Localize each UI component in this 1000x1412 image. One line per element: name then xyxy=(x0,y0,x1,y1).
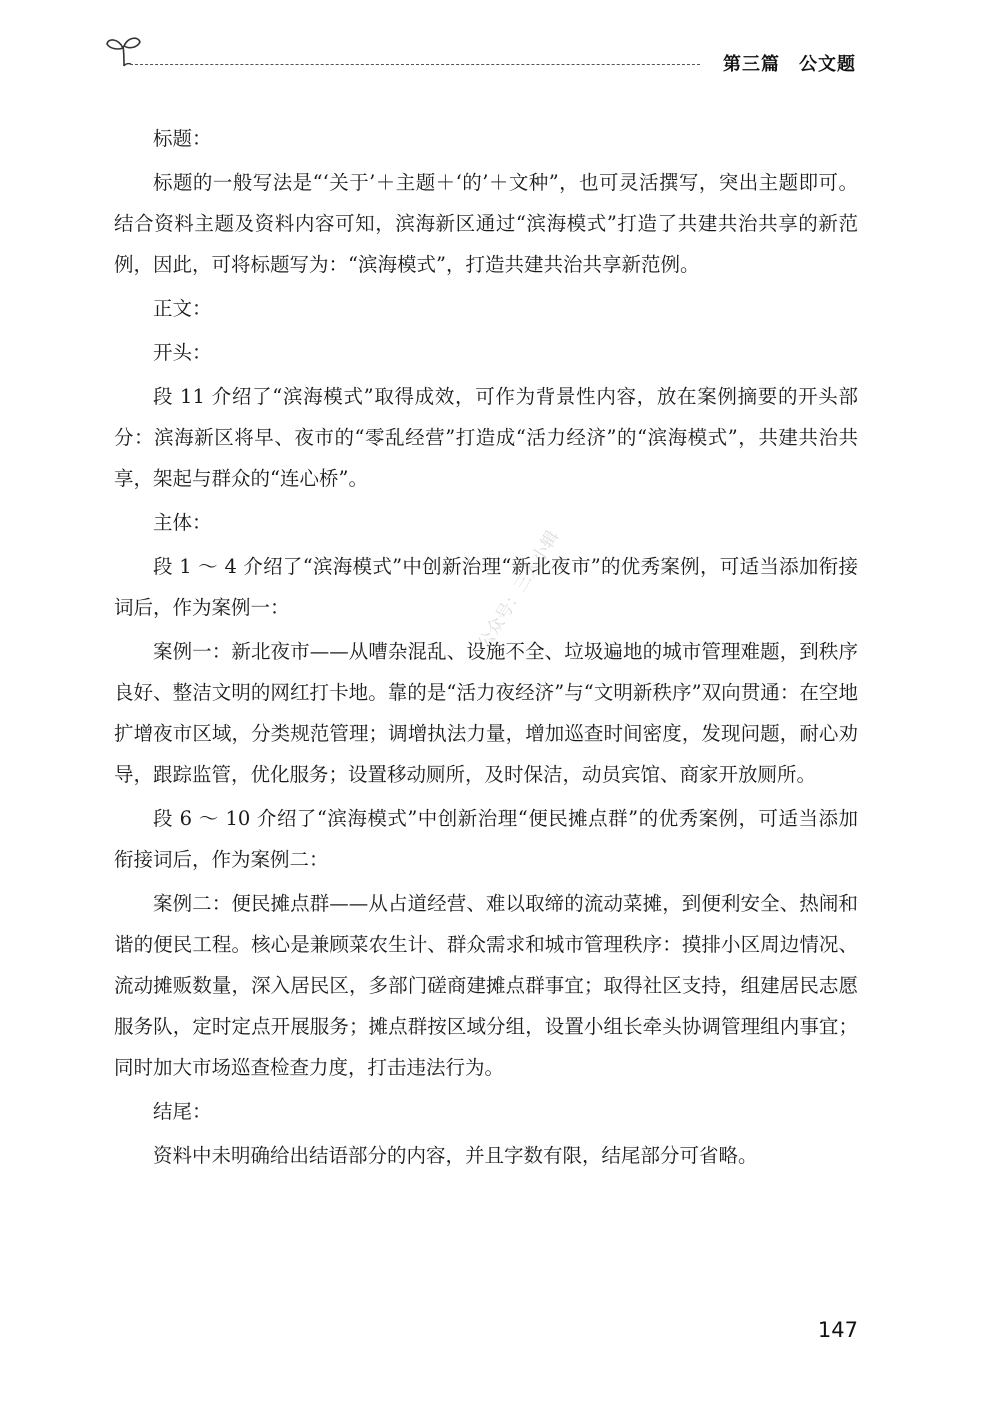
paragraph-case-two: 案例二：便民摊点群——从占道经营、难以取缔的流动菜摊，到便利安全、热闹和谐的便民工程。核心是兼顾菜农生计、群众需求和城市管理秩序：摸排小区周边情况、流动摊贩数量，深入居民区，多部门磋商建摊点群事宜；取得社区支持，组建居民志愿服务队，定时定点开展服务；摊点群按区域分组，设置小组长牵头协调管理组内事宜；同时加大市场巡查检查力度，打击违法行为。 xyxy=(114,892,858,1079)
paragraph-case-one: 案例一：新北夜市——从嘈杂混乱、设施不全、垃圾遍地的城市管理难题，到秩序良好、整洁文明的网红打卡地。靠的是“活力夜经济”与“文明新秩序”双向贯通：在空地扩增夜市区域，分类规范管理；调增执法力量，增加巡查时间密度，发现问题，耐心劝导，跟踪监管，优化服务；设置移动厕所，及时保洁，动员宾馆、商家开放厕所。 xyxy=(114,640,858,786)
sprout-icon xyxy=(104,34,144,68)
paragraph-title-method: 标题的一般写法是“‘关于’＋主题＋‘的’＋文种”，也可灵活撰写，突出主题即可。结合资料主题及资料内容可知，滨海新区通过“滨海模式”打造了共建共治共享的新范例，因此，可将标题写为：“滨海模式”，打造共建共治共享新范例。 xyxy=(114,171,858,276)
heading-main-label: 主体： xyxy=(153,511,212,534)
document-body xyxy=(114,118,858,1179)
header-divider xyxy=(130,64,700,65)
heading-opening-label: 开头： xyxy=(153,341,212,364)
heading-body-label: 正文： xyxy=(153,297,212,320)
heading-ending-label: 结尾： xyxy=(153,1100,212,1123)
paragraph-opening: 段 11 介绍了“滨海模式”取得成效，可作为背景性内容，放在案例摘要的开头部分：滨海新区将早、夜市的“零乱经营”打造成“活力经济”的“滨海模式”，共建共治共享，架起与群众的“连心桥”。 xyxy=(114,385,858,490)
watermark: 公众号：三人小辑 xyxy=(474,527,564,654)
paragraph-case-one-intro: 段 1 ～ 4 介绍了“滨海模式”中创新治理“新北夜市”的优秀案例，可适当添加衔接词后，作为案例一： xyxy=(114,555,858,619)
paragraph-case-two-intro: 段 6 ～ 10 介绍了“滨海模式”中创新治理“便民摊点群”的优秀案例，可适当添加衔接词后，作为案例二： xyxy=(114,807,858,871)
paragraph-ending: 资料中未明确给出结语部分的内容，并且字数有限，结尾部分可省略。 xyxy=(153,1144,758,1167)
page-number: 147 xyxy=(817,1318,858,1342)
page-header xyxy=(104,34,864,84)
heading-title-label: 标题： xyxy=(153,127,212,150)
section-title: 第三篇 公文题 xyxy=(723,54,856,75)
